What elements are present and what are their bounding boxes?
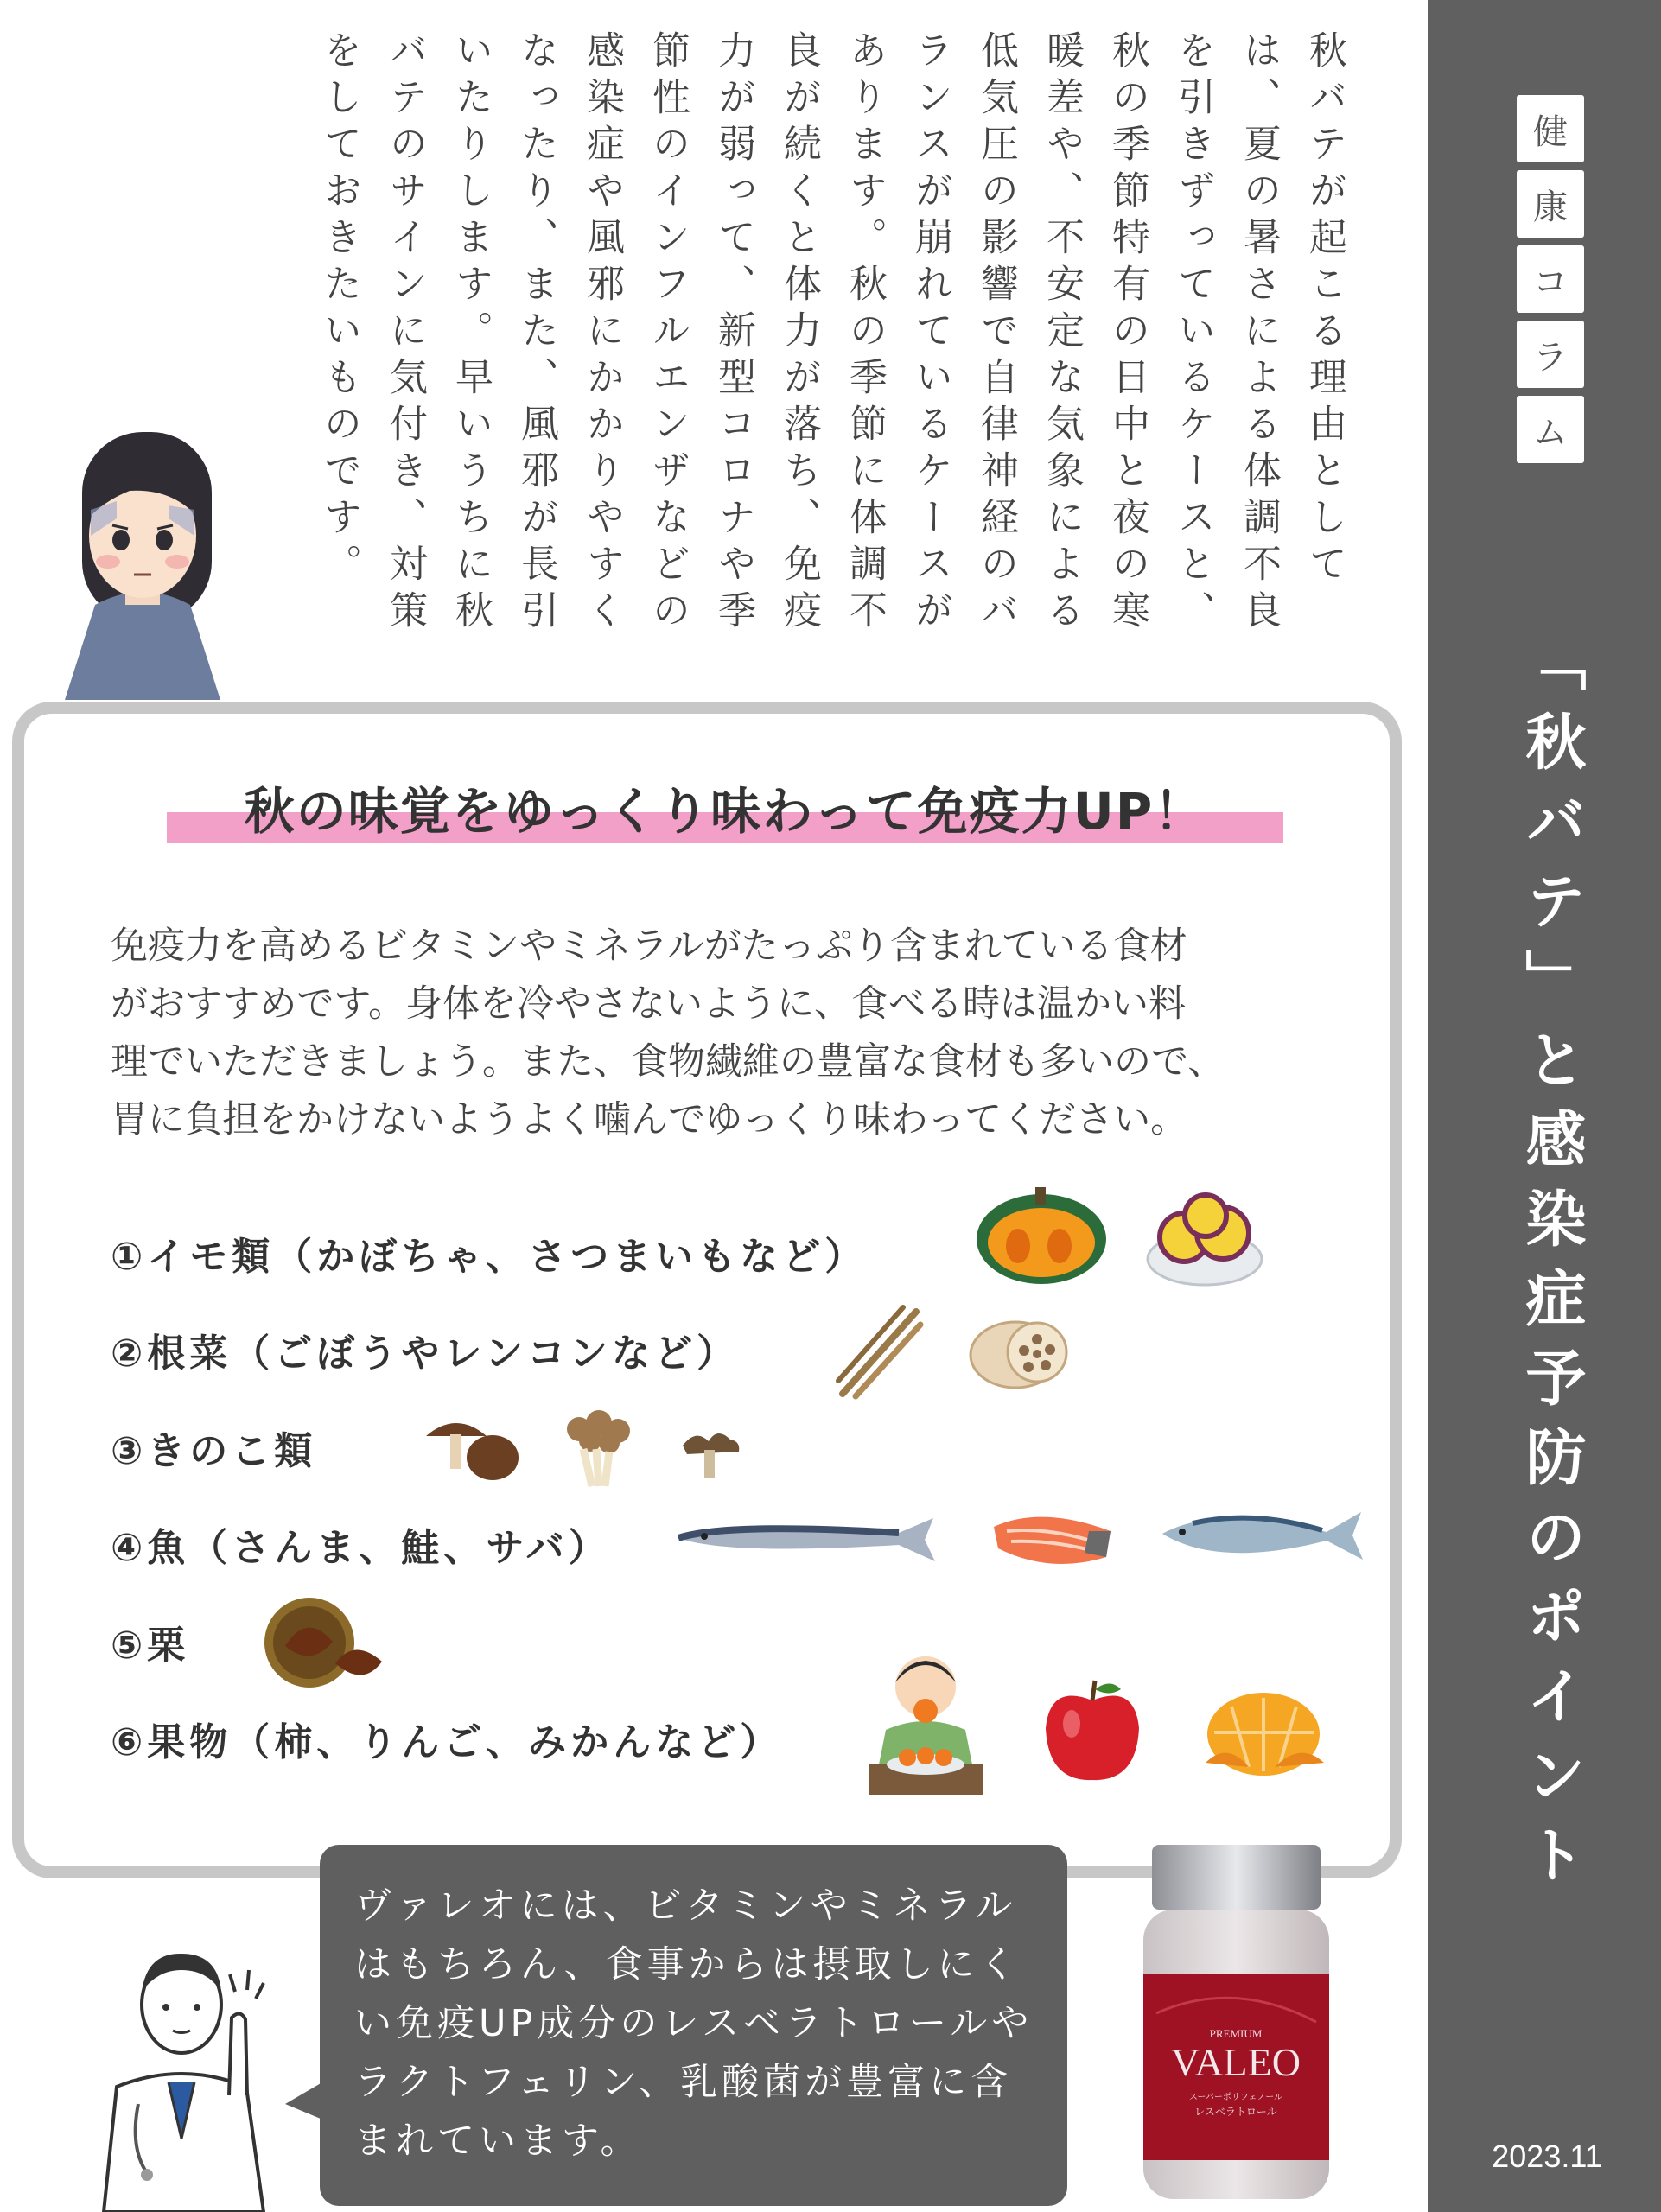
burdock-icon: [834, 1303, 929, 1400]
tag-char: 健: [1517, 95, 1584, 162]
food-item-fruit: ⑥果物（柿、りんご、みかんなど）: [111, 1720, 783, 1764]
tag-char: コ: [1517, 245, 1584, 313]
child-eating-persimmon-icon: [869, 1643, 983, 1795]
mackerel-icon: [1158, 1499, 1365, 1570]
worried-woman-icon: [35, 406, 251, 700]
pumpkin-icon: [975, 1185, 1109, 1285]
product-brand: VALEO: [1171, 2040, 1301, 2084]
sweet-potato-icon: [1145, 1185, 1264, 1287]
maitake-icon: [678, 1424, 743, 1480]
panel-headline: 秋の味覚をゆっくり味わって免疫力UP！: [244, 782, 1206, 841]
lotus-root-icon: [968, 1313, 1072, 1391]
saury-icon: [674, 1514, 938, 1564]
page-title: 「秋バテ」と感染症予防のポイント: [1516, 631, 1587, 1903]
issue-date: 2023.11: [1492, 2139, 1602, 2174]
shimeji-icon: [557, 1410, 640, 1488]
apple-icon: [1041, 1676, 1143, 1784]
tag-char: ラ: [1517, 321, 1584, 388]
bubble-text: ヴァレオには、ビタミンやミネラルはもちろん、食事からは摂取しにくい免疫UP成分のレスベラトロールやラクトフェリン、乳酸菌が豊富に含まれています。: [354, 1885, 1034, 2163]
product-sub2: レスベラトロール: [1194, 2106, 1277, 2118]
panel-body: [111, 918, 1346, 1149]
product-sub1: スーパーポリフェノール: [1188, 2093, 1283, 2102]
chestnut-icon: [259, 1594, 389, 1691]
column-tag: [1517, 95, 1584, 463]
body-line: がおすすめです。身体を冷やさないように、食べる時は温かい料: [111, 982, 1186, 1026]
mandarin-icon: [1201, 1681, 1327, 1780]
tag-char: 康: [1517, 170, 1584, 238]
salmon-icon: [990, 1505, 1117, 1573]
product-premium: PREMIUM: [1209, 2027, 1263, 2040]
doctor-icon: [78, 1923, 294, 2212]
food-item-root-vegetables: ②根菜（ごぼうやレンコンなど）: [111, 1332, 740, 1376]
body-line: 胃に負担をかけないようよく噛んでゆっくり味わってください。: [111, 1098, 1188, 1141]
body-line: 免疫力を高めるビタミンやミネラルがたっぷり含まれている食材: [111, 925, 1187, 968]
valeo-bottle-image: [1139, 1840, 1333, 2203]
food-item-mushrooms: ③きのこ類: [111, 1429, 317, 1473]
shiitake-icon: [422, 1410, 521, 1484]
body-line: 理でいただきましょう。また、食物繊維の豊富な食材も多いので、: [111, 1040, 1225, 1084]
tag-char: ム: [1517, 396, 1584, 463]
food-item-potatoes: ①イモ類（かぼちゃ、さつまいもなど）: [111, 1235, 868, 1279]
food-item-chestnut: ⑤栗: [111, 1624, 190, 1668]
food-panel: [12, 702, 1402, 1878]
intro-paragraph: 秋バテが起こる理由としては、夏の暑さによる体調不良を引きずっているケースと、秋の季節特有の日中と夜の寒暖差や、不安定な気象による低気圧の影響で自律神経のバランスが崩れているケースがあります。秋の季節に体調不良が続くと体力が落ち、免疫力が弱って、新型コロナや季節性のインフルエンザなどの感染症や風邪にかかりやすくなったり、また、風邪が長引いたりします。早いうちに秋バテのサインに気付き、対策をしておきたいものです。: [317, 30, 1346, 637]
food-item-fish: ④魚（さんま、鮭、サバ）: [111, 1526, 611, 1570]
